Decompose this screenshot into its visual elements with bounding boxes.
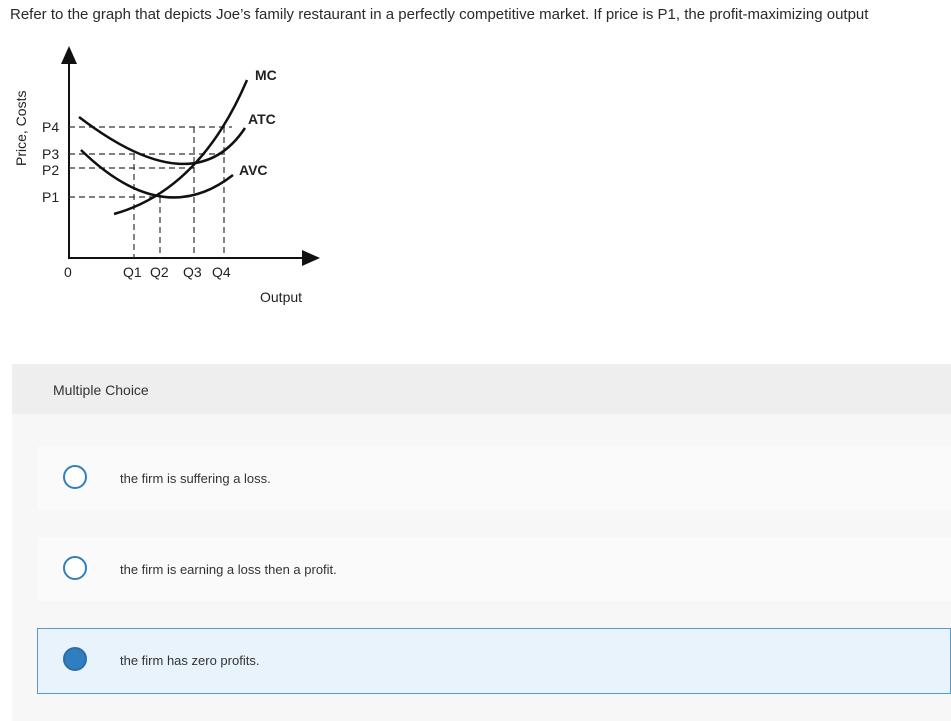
cost-curves-graph <box>0 40 340 320</box>
q3-label: Q3 <box>183 264 202 280</box>
p1-label: P1 <box>42 189 60 205</box>
choice-option-1[interactable] <box>37 446 951 510</box>
origin-label: 0 <box>64 264 72 280</box>
choice-label: the firm is suffering a loss. <box>120 471 271 486</box>
p4-label: P4 <box>42 119 60 135</box>
choice-label: the firm has zero profits. <box>120 653 260 668</box>
choice-label: the firm is earning a loss then a profit. <box>120 562 337 577</box>
question-text: Refer to the graph that depicts Joe’s family restaurant in a perfectly competitive market. If price is P1, the profit-maximizing output <box>10 6 869 23</box>
p2-label: P2 <box>42 162 60 178</box>
graph-svg <box>0 40 340 320</box>
atc-curve <box>79 117 245 164</box>
p3-label: P3 <box>42 146 60 162</box>
avc-label: AVC <box>239 162 268 178</box>
choice-option-2[interactable] <box>37 537 951 601</box>
multiple-choice-header <box>12 364 951 414</box>
y-axis-title: Price, Costs <box>13 90 29 166</box>
atc-label: ATC <box>248 111 276 127</box>
radio-button-selected[interactable] <box>63 647 87 671</box>
multiple-choice-panel <box>12 364 951 721</box>
avc-curve <box>81 150 233 197</box>
q2-label: Q2 <box>150 264 169 280</box>
multiple-choice-title: Multiple Choice <box>53 382 149 398</box>
radio-button[interactable] <box>63 465 87 489</box>
mc-label: MC <box>255 67 277 83</box>
q4-label: Q4 <box>212 264 231 280</box>
x-axis-title: Output <box>260 289 303 305</box>
choice-option-3[interactable] <box>37 628 951 694</box>
radio-button[interactable] <box>63 556 87 580</box>
q1-label: Q1 <box>123 264 142 280</box>
